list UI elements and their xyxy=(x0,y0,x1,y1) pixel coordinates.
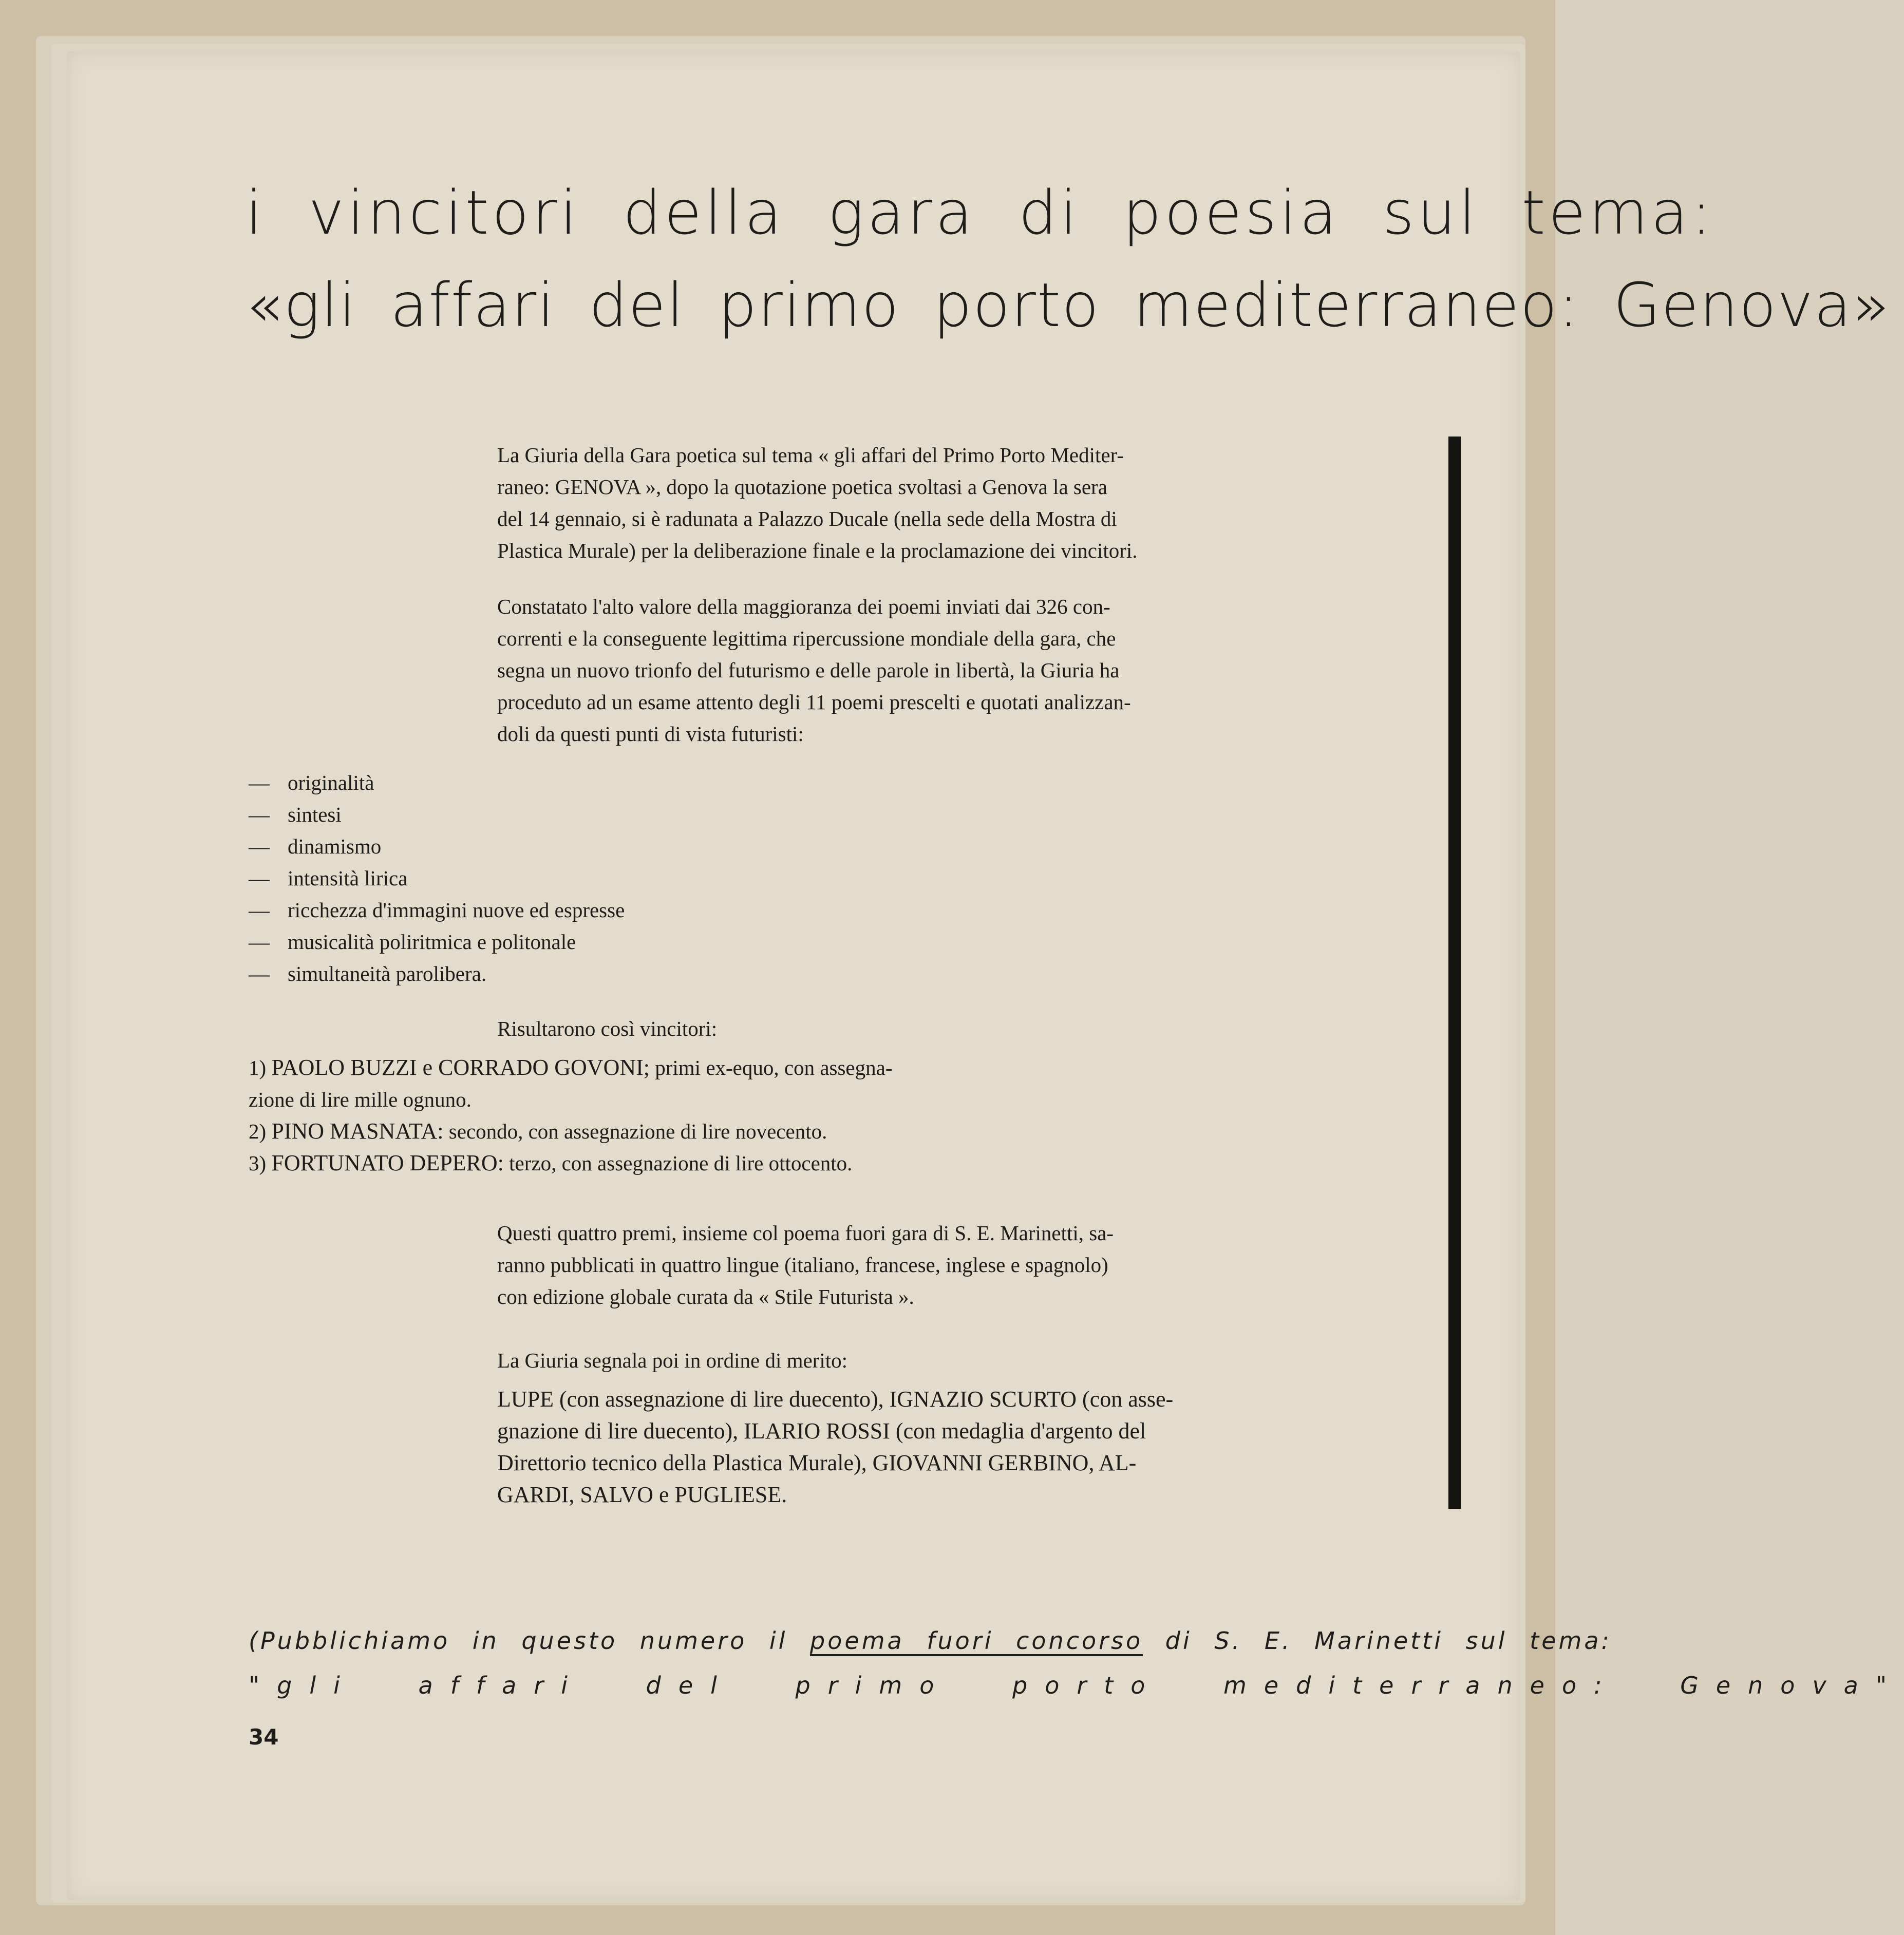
dash-marker: — xyxy=(249,771,270,794)
dash-marker: — xyxy=(249,803,270,826)
winner-names: PINO MASNATA: xyxy=(271,1118,444,1144)
list-item xyxy=(249,894,1060,926)
publication-line: ranno pubblicati in quattro lingue (italiano, francese, inglese e spagnolo) xyxy=(497,1253,1108,1277)
criterion-label: sintesi xyxy=(288,803,342,826)
intro-line: del 14 gennaio, si è radunata a Palazzo Ducale (nella sede della Mostra di xyxy=(497,507,1117,530)
list-item xyxy=(249,830,1060,862)
winner-detail: primi ex-equo, con assegna- xyxy=(655,1056,893,1079)
intro-line: La Giuria della Gara poetica sul tema « gli affari del Primo Porto Mediter- xyxy=(497,443,1124,467)
assessment-paragraph xyxy=(497,591,1309,750)
winner-names: FORTUNATO DEPERO: xyxy=(271,1150,504,1175)
winner-detail: terzo, con assegnazione di lire ottocento. xyxy=(509,1151,853,1175)
criterion-label: originalità xyxy=(288,771,374,794)
criterion-label: musicalità poliritmica e politonale xyxy=(288,930,576,954)
winner-rank: 2) xyxy=(249,1120,267,1143)
merit-paragraph xyxy=(497,1383,1309,1511)
intro-paragraph xyxy=(497,439,1309,566)
list-item xyxy=(249,1115,1060,1147)
list-item xyxy=(249,1052,1060,1115)
criterion-label: dinamismo xyxy=(288,834,382,858)
editorial-note-line-1 xyxy=(249,1627,1612,1655)
assessment-line: Constatato l'alto valore della maggioranza dei poemi inviati dai 326 con- xyxy=(497,595,1110,618)
criterion-label: intensità lirica xyxy=(288,866,408,890)
intro-line: Plastica Murale) per la deliberazione finale e la proclamazione dei vincitori. xyxy=(497,539,1138,562)
list-item xyxy=(249,926,1060,958)
note-text: di S. E. Marinetti sul tema: xyxy=(1143,1627,1612,1655)
note-underlined-text: poema fuori concorso xyxy=(810,1627,1143,1655)
dash-marker: — xyxy=(249,834,270,858)
winner-names: PAOLO BUZZI e CORRADO GOVONI; xyxy=(271,1055,650,1080)
intro-line: raneo: GENOVA », dopo la quotazione poetica svoltasi a Genova la sera xyxy=(497,475,1107,499)
list-item xyxy=(249,767,1060,799)
page-title-line-1: i vincitori della gara di poesia sul tema: xyxy=(246,177,1715,248)
dash-marker: — xyxy=(249,962,270,985)
merit-heading: La Giuria segnala poi in ordine di merito: xyxy=(497,1349,848,1372)
assessment-line: correnti e la conseguente legittima ripercussione mondiale della gara, che xyxy=(497,627,1116,650)
publication-line: con edizione globale curata da « Stile Futurista ». xyxy=(497,1285,914,1308)
winners-heading: Risultarono così vincitori: xyxy=(497,1017,718,1040)
dash-marker: — xyxy=(249,898,270,922)
merit-line: Direttorio tecnico della Plastica Murale), GIOVANNI GERBINO, AL- xyxy=(497,1450,1137,1475)
page-number: 34 xyxy=(249,1724,279,1750)
list-item xyxy=(249,862,1060,894)
note-text: (Pubblichiamo in questo numero il xyxy=(249,1627,810,1655)
dash-marker: — xyxy=(249,930,270,954)
list-item xyxy=(249,1147,1060,1179)
assessment-line: doli da questi punti di vista futuristi: xyxy=(497,722,804,746)
page-title-line-2: «gli affari del primo porto mediterraneo: Genova» xyxy=(246,270,1891,340)
editorial-note-line-2: "gli affari del primo porto mediterraneo: Genova" xyxy=(249,1672,1904,1699)
assessment-line: proceduto ad un esame attento degli 11 poemi prescelti e quotati analizzan- xyxy=(497,690,1131,714)
merit-line: LUPE (con assegnazione di lire duecento), IGNAZIO SCURTO (con asse- xyxy=(497,1387,1174,1412)
merit-line: GARDI, SALVO e PUGLIESE. xyxy=(497,1482,787,1507)
winners-list xyxy=(249,1052,1060,1179)
criterion-label: simultaneità parolibera. xyxy=(288,962,487,985)
dash-marker: — xyxy=(249,866,270,890)
winner-rank: 1) xyxy=(249,1056,267,1079)
winner-rank: 3) xyxy=(249,1151,267,1175)
winner-detail-continued: zione di lire mille ognuno. xyxy=(249,1088,472,1111)
criteria-list xyxy=(249,767,1060,990)
publication-paragraph xyxy=(497,1217,1309,1313)
publication-line: Questi quattro premi, insieme col poema fuori gara di S. E. Marinetti, sa- xyxy=(497,1221,1114,1245)
list-item xyxy=(249,958,1060,990)
list-item xyxy=(249,799,1060,830)
assessment-line: segna un nuovo trionfo del futurismo e delle parole in libertà, la Giuria ha xyxy=(497,658,1120,682)
merit-line: gnazione di lire duecento), ILARIO ROSSI (con medaglia d'argento del xyxy=(497,1418,1146,1444)
criterion-label: ricchezza d'immagini nuove ed espresse xyxy=(288,898,625,922)
vertical-rule xyxy=(1448,437,1461,1509)
winner-detail: secondo, con assegnazione di lire novecento. xyxy=(448,1120,827,1143)
